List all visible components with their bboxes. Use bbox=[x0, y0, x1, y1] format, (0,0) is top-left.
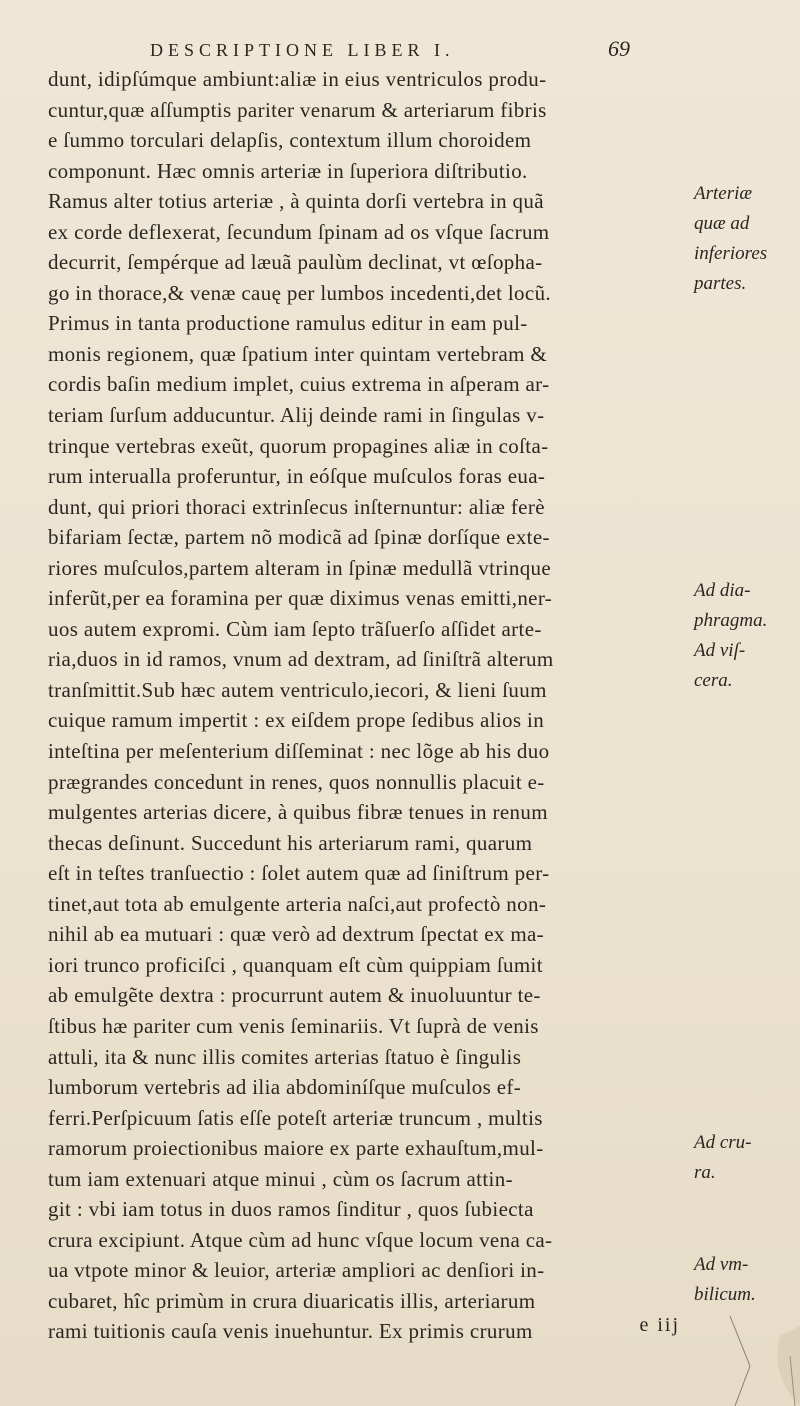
page-footer bbox=[0, 1314, 680, 1337]
text-line: ua vtpote minor & leuior, arteriæ ampliori ac denſiori in- bbox=[48, 1258, 545, 1283]
text-line: attuli, ita & nunc illis comites arterias ſtatuo è ſingulis bbox=[48, 1044, 522, 1069]
text-line: teriam ſurſum adducuntur. Alij deinde rami in ſingulas v- bbox=[48, 403, 545, 428]
text-line: prægrandes concedunt in renes, quos nonnullis placuit e- bbox=[48, 769, 545, 794]
text-line: riores muſculos,partem alteram in ſpinæ medullã vtrinque bbox=[48, 555, 552, 580]
text-line: tranſmittit.Sub hæc autem ventriculo,iecori, & lieni ſuum bbox=[48, 677, 547, 702]
text-line: ria,duos in id ramos, vnum ad dextram, ad ſiniſtrã alterum bbox=[48, 647, 554, 672]
marginal-line: quæ ad bbox=[694, 213, 750, 234]
running-title: DESCRIPTIONE LIBER I. bbox=[150, 40, 455, 60]
page-damage-icon bbox=[720, 1296, 800, 1406]
text-line: decurrit, ſempérque ad læuã paulùm declinat, vt œſopha- bbox=[48, 250, 543, 275]
text-line: ſtibus hæ pariter cum venis ſeminariis. Vt ſuprà de venis bbox=[48, 1013, 539, 1038]
marginal-line: cera. bbox=[694, 670, 733, 691]
text-line: inteſtina per meſenterium diſſeminat : nec lõge ab his duo bbox=[48, 739, 550, 764]
text-line: go in thorace,& venæ cauę per lumbos incedenti,det locũ. bbox=[48, 280, 552, 305]
text-line: thecas deſinunt. Succedunt his arteriarum rami, quarum bbox=[48, 830, 533, 855]
text-line: ex corde deflexerat, ſecundum ſpinam ad os vſque ſacrum bbox=[48, 219, 550, 244]
text-line: rami tuitionis cauſa venis inuehuntur. Ex primis crurum bbox=[48, 1319, 533, 1344]
marginal-line: bilicum. bbox=[694, 1284, 756, 1305]
text-line: trinque vertebras exeũt, quorum propagines aliæ in coſta- bbox=[48, 433, 549, 458]
marginal-line: inferiores bbox=[694, 243, 768, 264]
text-line: lumborum vertebris ad ilia abdominíſque muſculos ef- bbox=[48, 1075, 522, 1100]
marginal-line: Ad vm- bbox=[694, 1254, 749, 1275]
marginal-line: Ad dia- bbox=[694, 580, 751, 601]
text-line: uos autem expromi. Cùm iam ſepto trãſuerſo aſſidet arte- bbox=[48, 616, 542, 641]
text-line: monis regionem, quæ ſpatium inter quintam vertebram & bbox=[48, 341, 548, 366]
text-line: rum interualla proferuntur, in eóſque muſculos foras eua- bbox=[48, 464, 546, 489]
marginal-line: ra. bbox=[694, 1162, 716, 1183]
body-text bbox=[48, 64, 688, 1347]
text-line: cubaret, hîc primùm in crura diuaricatis illis, arteriarum bbox=[48, 1288, 536, 1313]
marginal-line: Ad cru- bbox=[694, 1132, 752, 1153]
running-head bbox=[150, 36, 630, 62]
marginal-line: phragma. bbox=[694, 610, 768, 631]
marginal-note-crura bbox=[694, 1128, 752, 1188]
text-line: dunt, idipſúmque ambiunt:aliæ in eius ventriculos produ- bbox=[48, 67, 547, 91]
text-line: dunt, qui priori thoraci extrinſecus inſternuntur: aliæ ferè bbox=[48, 494, 545, 519]
text-line: git : vbi iam totus in duos ramos ſinditur , quos ſubiecta bbox=[48, 1197, 534, 1222]
text-line: cordis baſin medium implet, cuius extrema in aſperam ar- bbox=[48, 372, 550, 397]
text-line: tinet,aut tota ab emulgente arteria naſci,aut profectò non- bbox=[48, 891, 547, 916]
marginal-line: Ad viſ- bbox=[694, 640, 746, 661]
text-line: cuique ramum impertit : ex eiſdem prope ſedibus alios in bbox=[48, 708, 545, 733]
text-line: e ſummo torculari delapſis, contextum illum choroidem bbox=[48, 128, 532, 153]
text-line: Primus in tanta productione ramulus editur in eam pul- bbox=[48, 311, 528, 336]
signature-mark: e iij bbox=[639, 1314, 680, 1336]
text-line: crura excipiunt. Atque cùm ad hunc vſque locum vena ca- bbox=[48, 1227, 553, 1252]
text-line: eſt in teſtes tranſuectio : ſolet autem quæ ad ſiniſtrum per- bbox=[48, 861, 550, 886]
text-line: mulgentes arterias dicere, à quibus fibræ tenues in renum bbox=[48, 800, 548, 825]
text-line: ab emulgẽte dextra : procurrunt autem & inuoluuntur te- bbox=[48, 983, 541, 1008]
text-line: cuntur,quæ aſſumptis pariter venarum & arteriarum fibris bbox=[48, 97, 547, 122]
page-number: 69 bbox=[608, 36, 630, 61]
marginal-line: Arteriæ bbox=[694, 183, 753, 204]
text-line: bifariam ſectæ, partem nõ modicã ad ſpinæ dorſíque exte- bbox=[48, 525, 550, 550]
text-line: tum iam extenuari atque minui , cùm os ſacrum attin- bbox=[48, 1166, 513, 1191]
text-line: nihil ab ea mutuari : quæ verò ad dextrum ſpectat ex ma- bbox=[48, 922, 545, 947]
text-line: componunt. Hæc omnis arteriæ in ſuperiora diſtributio. bbox=[48, 158, 528, 183]
marginal-note-diaphragma bbox=[694, 576, 767, 696]
text-line: ramorum proiectionibus maiore ex parte exhauſtum,mul- bbox=[48, 1136, 544, 1161]
marginal-note-arteriae bbox=[694, 179, 767, 299]
text-line: Ramus alter totius arteriæ , à quinta dorſi vertebra in quã bbox=[48, 189, 544, 214]
text-line: inferũt,per ea foramina per quæ diximus venas emitti,ner- bbox=[48, 586, 553, 611]
text-line: ferri.Perſpicuum ſatis eſſe poteſt arteriæ truncum , multis bbox=[48, 1105, 543, 1130]
text-line: iori trunco proficiſci , quanquam eſt cùm quippiam ſumit bbox=[48, 952, 543, 977]
marginal-line: partes. bbox=[694, 273, 747, 294]
